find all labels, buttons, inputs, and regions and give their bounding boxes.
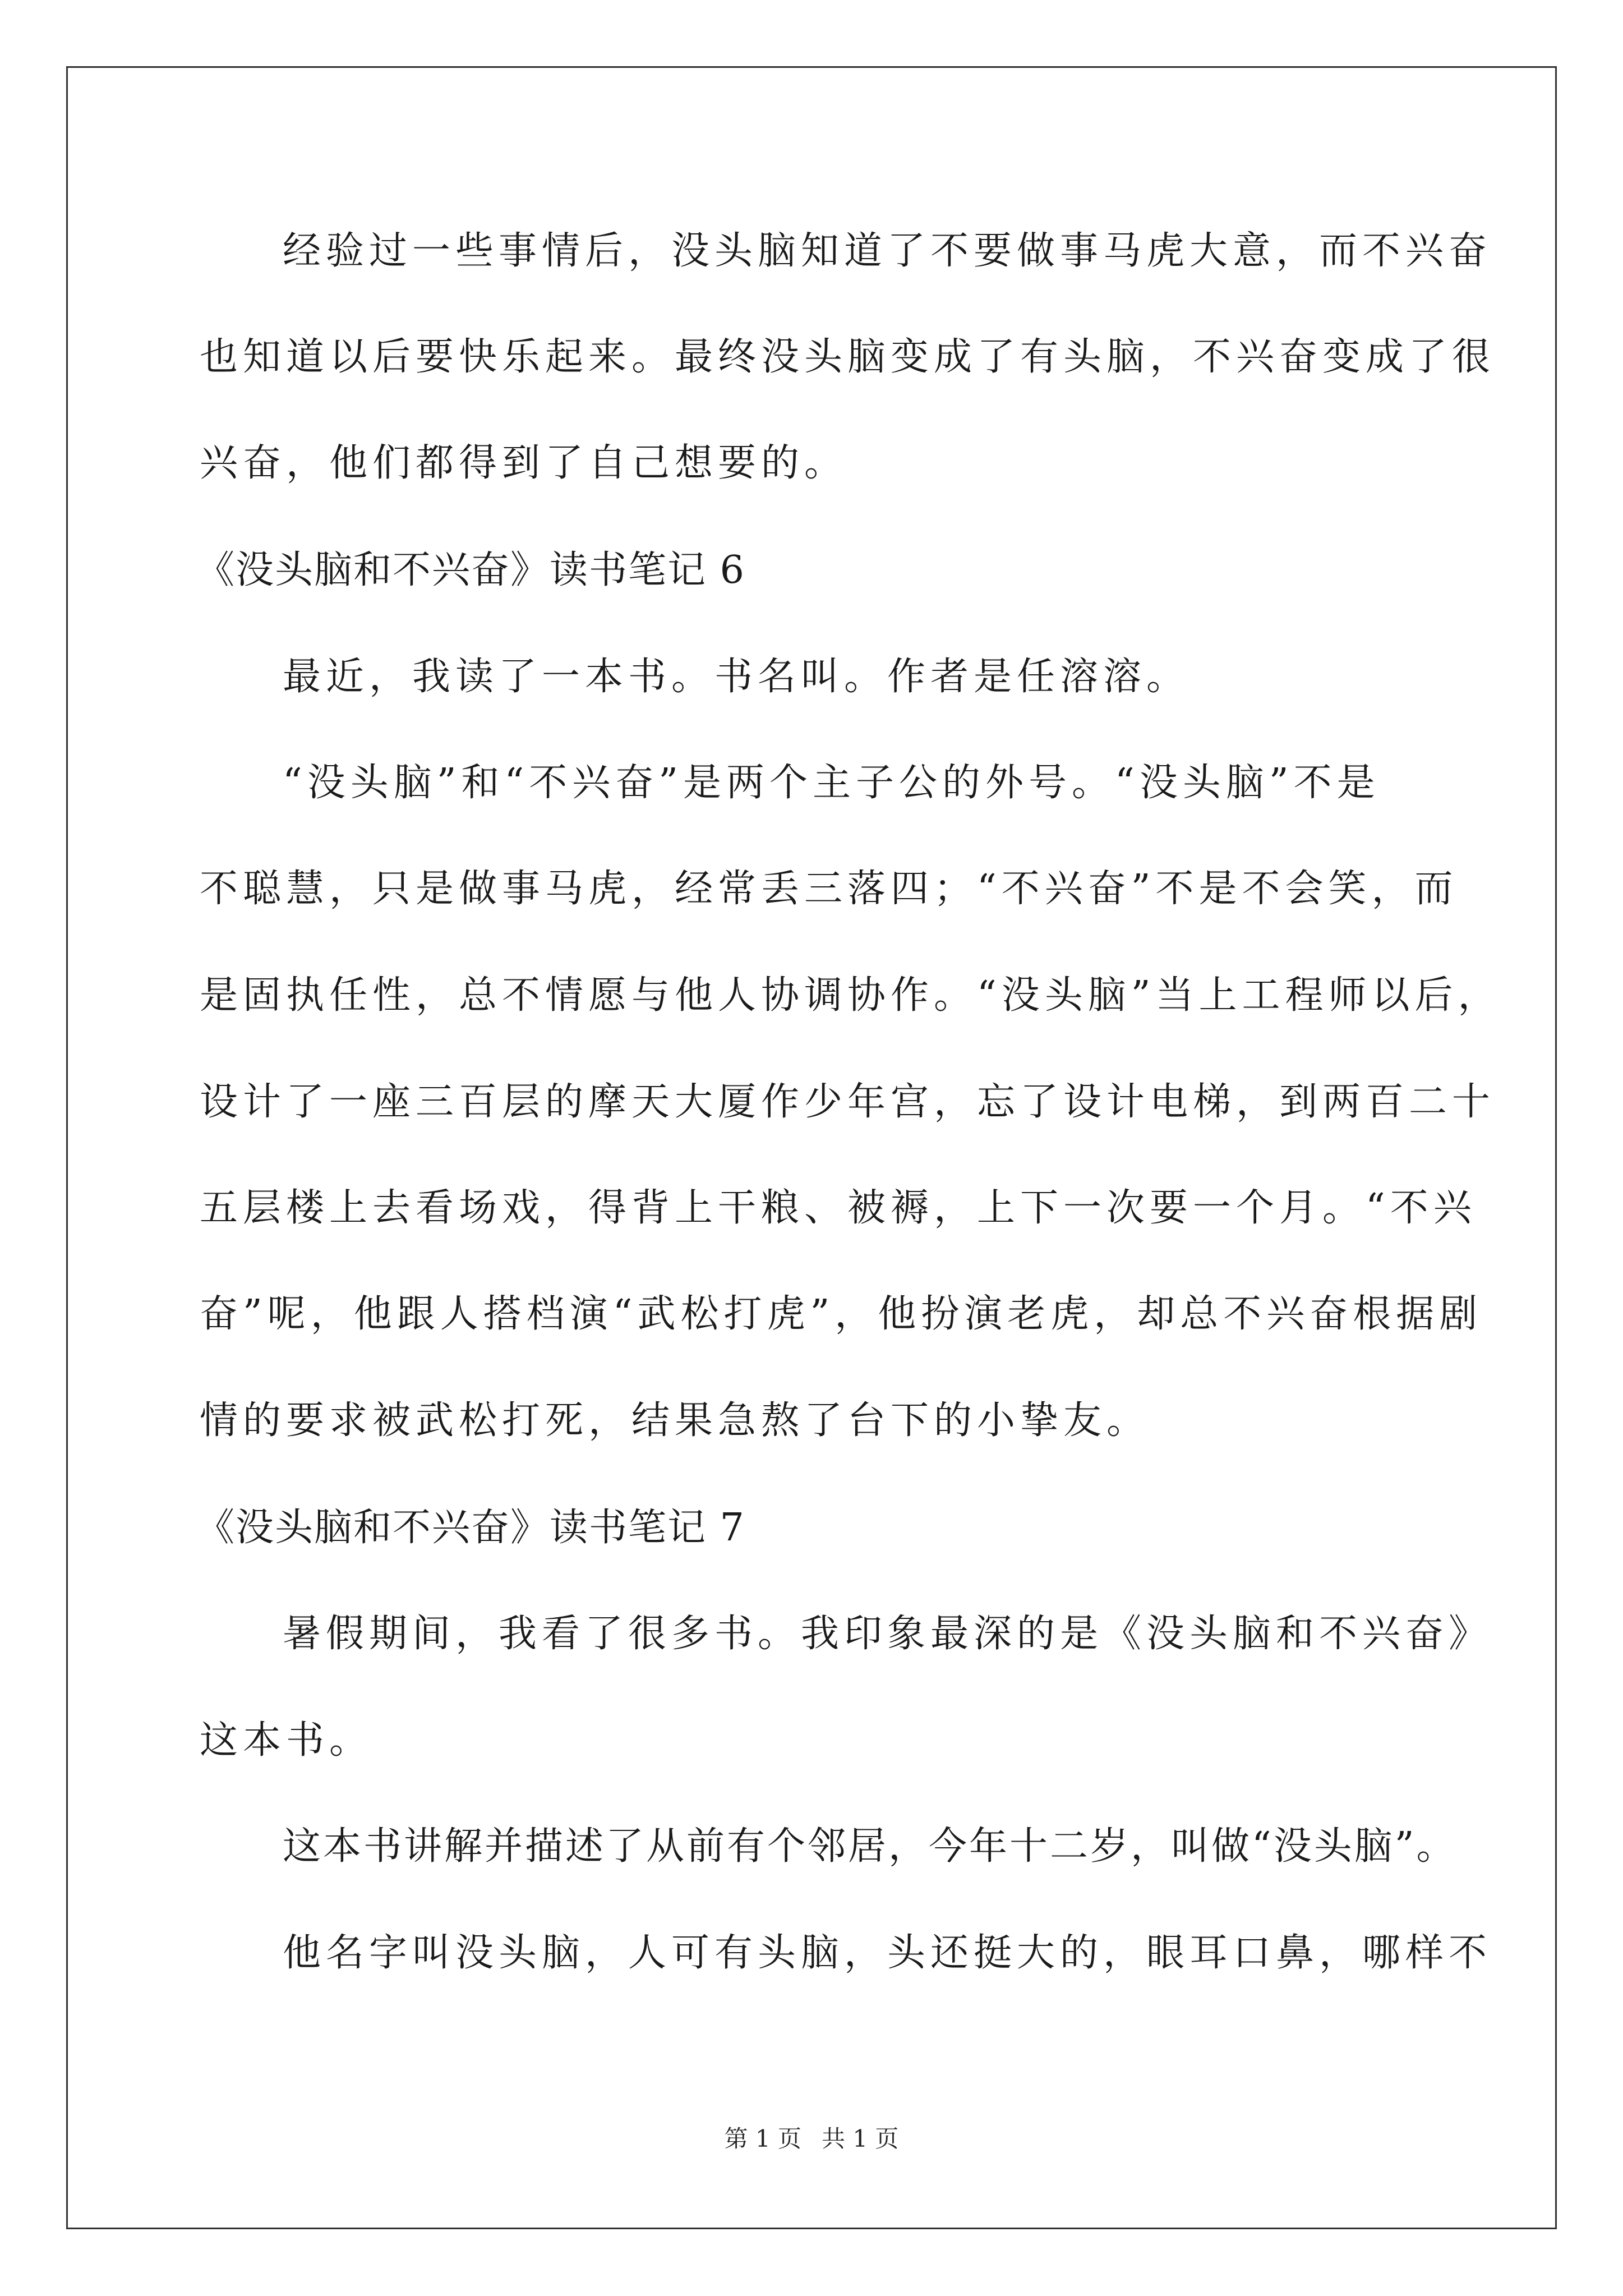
paragraph-line: 五层楼上去看场戏，得背上干粮、被褥，上下一次要一个月。“不兴	[200, 1186, 1477, 1230]
section-heading: 《没头脑和不兴奋》读书笔记 7	[196, 1506, 745, 1550]
page-border	[66, 66, 1557, 2229]
paragraph-line: 是固执任性，总不情愿与他人协调协作。“没头脑”当上工程师以后，	[200, 973, 1501, 1018]
paragraph-line: 设计了一座三百层的摩天大厦作少年宫，忘了设计电梯，到两百二十	[200, 1080, 1496, 1124]
paragraph-line: 奋”呢，他跟人搭档演“武松打虎”，他扮演老虎，却总不兴奋根据剧	[200, 1292, 1483, 1336]
page-number: 第 1 页	[724, 2125, 801, 2152]
paragraph-line: 情的要求被武松打死，结果急熬了台下的小挚友。	[200, 1398, 1150, 1443]
paragraph-line: 他名字叫没头脑，人可有头脑，头还挺大的，眼耳口鼻，哪样不	[283, 1931, 1492, 1975]
paragraph-line: 兴奋，他们都得到了自己想要的。	[200, 441, 848, 485]
paragraph-line: 最近，我读了一本书。书名叫。作者是任溶溶。	[283, 655, 1190, 699]
paragraph-line: “没头脑”和“不兴奋”是两个主子公的外号。“没头脑”不是	[283, 761, 1380, 805]
paragraph-line: 不聪慧，只是做事马虎，经常丢三落四；“不兴奋”不是不会笑，而	[200, 867, 1458, 911]
section-heading: 《没头脑和不兴奋》读书笔记 6	[196, 548, 745, 592]
page-footer	[0, 2125, 1623, 2153]
paragraph-line: 经验过一些事情后，没头脑知道了不要做事马虎大意，而不兴奋	[283, 229, 1492, 273]
paragraph-line: 这本书。	[200, 1718, 373, 1763]
paragraph-line: 暑假期间，我看了很多书。我印象最深的是《没头脑和不兴奋》	[283, 1612, 1492, 1656]
paragraph-line: 也知道以后要快乐起来。最终没头脑变成了有头脑，不兴奋变成了很	[200, 335, 1496, 379]
page-total: 共 1 页	[822, 2125, 899, 2152]
paragraph-line: 这本书讲解并描述了从前有个邻居，今年十二岁，叫做“没头脑”。	[283, 1824, 1457, 1869]
